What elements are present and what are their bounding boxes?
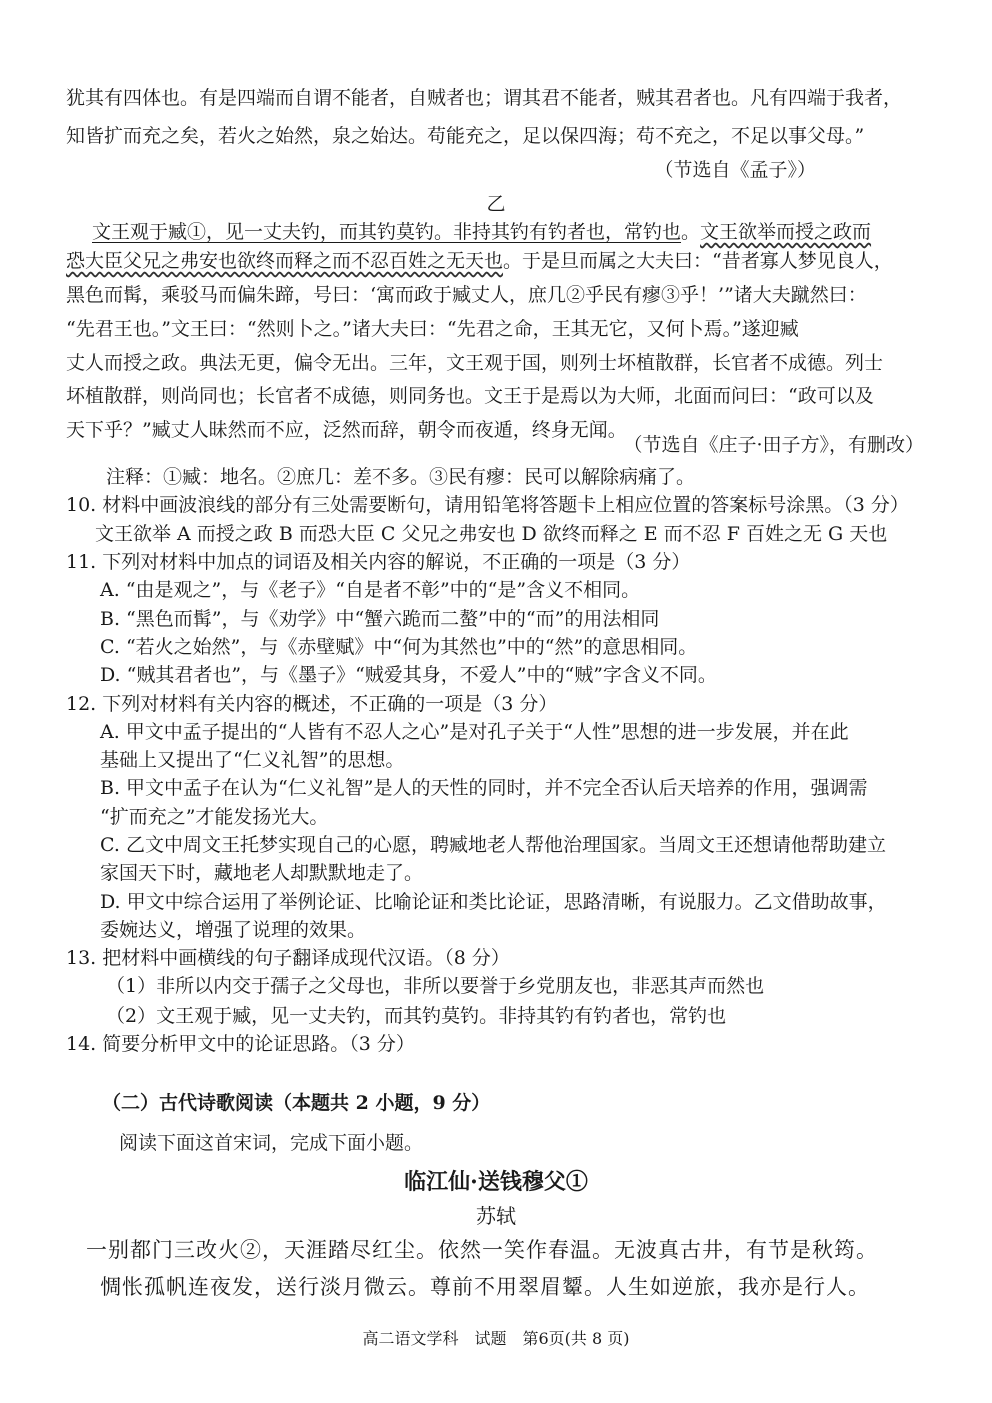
passage-b-marker: 乙 — [486, 193, 506, 215]
question-11: 11. 下列对材料中加点的词语及相关内容的解说，不正确的一项是（3 分） — [66, 551, 691, 573]
question-12-option-d-line2: 委婉达义，增强了说理的效果。 — [100, 919, 367, 941]
question-12-option-b-line2: “扩而充之”才能发扬光大。 — [100, 806, 329, 828]
question-13: 13. 把材料中画横线的句子翻译成现代汉语。（8 分） — [66, 947, 510, 969]
question-11-option-c: C. “若火之始然”，与《赤壁赋》中“何为其然也”中的“然”的意思相同。 — [100, 636, 698, 658]
question-11-option-d: D. “贼其君者也”，与《墨子》“贼爱其身，不爱人”中的“贼”字含义不同。 — [100, 664, 717, 686]
question-12-option-b-line1: B. 甲文中孟子在认为“仁义礼智”是人的天性的同时，并不完全否认后天培养的作用，强调需 — [100, 777, 868, 799]
poem-line-2: 惆怅孤帆连夜发，送行淡月微云。尊前不用翠眉颦。人生如逆旅，我亦是行人。 — [100, 1275, 870, 1299]
passage-b-line2 — [66, 247, 893, 275]
page-footer: 高二语文学科 试题 第6页(共 8 页) — [362, 1329, 630, 1348]
question-12: 12. 下列对材料有关内容的概述，不正确的一项是（3 分） — [66, 693, 558, 715]
question-11-option-b: B. “黑色而髯”，与《劝学》中“蟹六跪而二螯”中的“而”的用法相同 — [100, 608, 660, 630]
question-13-item-1: （1）非所以内交于孺子之父母也，非所以要誉于乡党朋友也，非恶其声而然也 — [106, 975, 765, 997]
question-13-item-2: （2）文王观于臧，见一丈夫钓，而其钓莫钓。非持其钓有钓者也，常钓也 — [106, 1005, 727, 1027]
wavy-sentence-part1: 文王欲举而授之政而 — [700, 221, 872, 243]
passage-b-line2-rest: 。于是旦而属之大夫曰：“昔者寡人梦见良人， — [503, 250, 893, 272]
passage-b-line5: 丈人而授之政。典法无更，偏令无出。三年，文王观于国，则列士坏植散群，长官者不成德。列士 — [66, 352, 884, 374]
passage-b-line6: 坏植散群，则尚同也；长官者不成德，则同务也。文王于是焉以为大师，北面而问曰：“政可以及 — [66, 385, 874, 407]
question-10-options: 文王欲举 A 而授之政 B 而恐大臣 C 父兄之弗安也 D 欲终而释之 E 而不忍 F 百姓之无 G 天也 — [95, 523, 888, 545]
passage-b-line7: 天下乎？”臧丈人昧然而不应，泛然而辞，朝令而夜遁，终身无闻。 — [66, 419, 627, 441]
question-12-option-c-line2: 家国天下时，藏地老人却默默地走了。 — [100, 862, 424, 884]
question-12-option-a-line1: A. 甲文中孟子提出的“人皆有不忍人之心”是对孔子关于“人性”思想的进一步发展，并在此 — [100, 721, 849, 743]
passage-b-line4: “先君王也。”文王曰：“然则卜之。”诸大夫曰：“先君之命，王其无它，又何卜焉。”遂迎臧 — [66, 318, 799, 340]
section-two-instruction: 阅读下面这首宋词，完成下面小题。 — [119, 1132, 424, 1154]
passage-b-source: （节选自《庄子·田子方》，有删改） — [623, 434, 924, 456]
passage-a-line2: 知皆扩而充之矣，若火之始然，泉之始达。苟能充之，足以保四海；苟不充之，不足以事父母。” — [66, 125, 865, 147]
poem-line-1: 一别都门三改火②，天涯踏尽红尘。依然一笑作春温。无波真古井，有节是秋筠。 — [86, 1238, 878, 1262]
passage-b-line1 — [92, 218, 871, 246]
poem-author: 苏轼 — [476, 1204, 516, 1228]
passage-b-notes: 注释：①臧：地名。②庶几：差不多。③民有瘳：民可以解除病痛了。 — [106, 466, 696, 488]
poem-title: 临江仙·送钱穆父① — [404, 1169, 588, 1195]
passage-a-source: （节选自《孟子》） — [654, 159, 816, 181]
underlined-sentence: 文王观于臧①，见一丈夫钓，而其钓莫钓。非持其钓有钓者也，常钓也 — [92, 221, 682, 243]
question-14: 14. 简要分析甲文中的论证思路。（3 分） — [66, 1033, 415, 1055]
wavy-sentence-part2: 恐大臣父兄之弗安也欲终而释之而不忍百姓之无天也 — [66, 250, 504, 272]
question-11-option-a: A. “由是观之”，与《老子》“自是者不彰”中的“是”含义不相同。 — [100, 579, 641, 601]
passage-b-line3: 黑色而髯，乘驳马而偏朱蹄，号曰：‘寓而政于臧丈人，庶几②乎民有瘳③乎！’”诸大夫蹴然曰： — [66, 284, 867, 306]
question-12-option-c-line1: C. 乙文中周文王托梦实现自己的心愿，聘臧地老人帮他治理国家。当周文王还想请他帮助建立 — [100, 834, 886, 856]
question-12-option-d-line1: D. 甲文中综合运用了举例论证、比喻论证和类比论证，思路清晰，有说服力。乙文借助故事， — [100, 891, 887, 913]
section-two-heading: （二）古代诗歌阅读（本题共 2 小题，9 分） — [102, 1092, 491, 1114]
punctuation: 。 — [681, 221, 701, 243]
passage-a-line1: 犹其有四体也。有是四端而自谓不能者，自贼者也；谓其君不能者，贼其君者也。凡有四端于我者， — [66, 87, 903, 109]
question-12-option-a-line2: 基础上又提出了“仁义礼智”的思想。 — [100, 749, 405, 771]
question-10: 10. 材料中画波浪线的部分有三处需要断句，请用铅笔将答题卡上相应位置的答案标号涂黑。（3 分） — [66, 494, 909, 516]
